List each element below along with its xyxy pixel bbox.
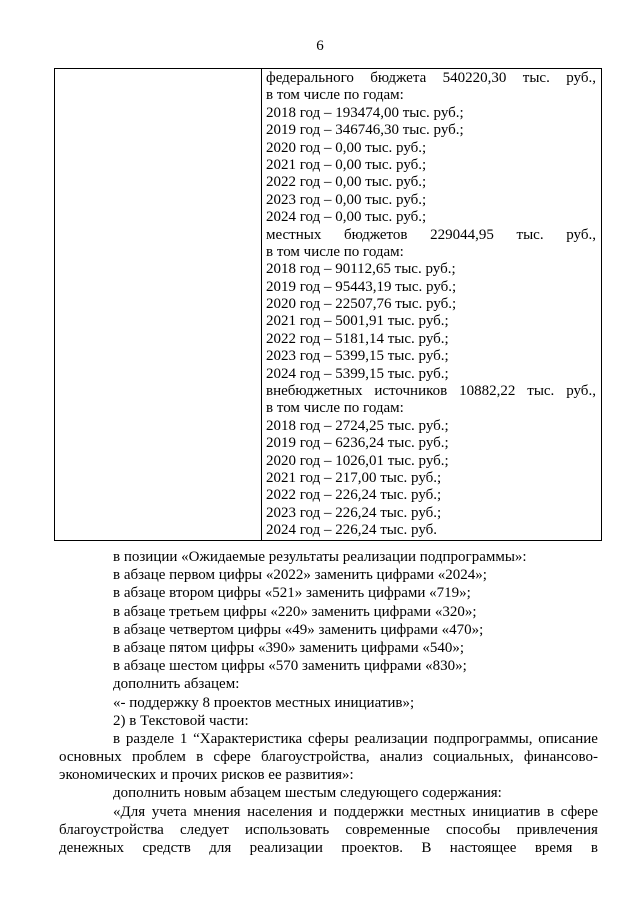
paragraph-line: в абзаце четвертом цифры «49» заменить цифрами «470»; xyxy=(113,621,484,638)
word: «Для xyxy=(113,803,146,820)
table-line: 2024 год – 0,00 тыс. руб.; xyxy=(266,209,427,226)
word: привлечения xyxy=(516,821,598,838)
table-line: 2020 год – 0,00 тыс. руб.; xyxy=(266,139,427,156)
word: и xyxy=(318,803,327,820)
word: источников xyxy=(374,383,448,400)
word: внебюджетных xyxy=(266,383,363,400)
paragraph-line xyxy=(86,803,598,821)
word: современные xyxy=(345,821,430,838)
table-right-cell xyxy=(266,70,596,540)
table-line: 2019 год – 6236,24 тыс. руб.; xyxy=(266,435,449,452)
paragraph-line xyxy=(59,839,598,857)
word: реализации xyxy=(354,730,428,747)
word: “Характеристика xyxy=(193,730,303,747)
paragraph-line: в абзаце третьем цифры «220» заменить цифрами «320»; xyxy=(113,603,477,620)
paragraph-line: «- поддержку 8 проектов местных инициатив»; xyxy=(113,694,415,711)
paragraph-line: в позиции «Ожидаемые результаты реализации подпрограммы»: xyxy=(113,549,527,565)
table-left-cell xyxy=(55,69,262,540)
table-line: 2022 год – 0,00 тыс. руб.; xyxy=(266,174,427,191)
word: сферы xyxy=(307,730,349,747)
word: инициатив xyxy=(472,803,541,820)
word: тыс. xyxy=(527,383,555,400)
word: время xyxy=(534,840,573,856)
word: благоустройства xyxy=(59,821,164,838)
table-line: 2019 год – 95443,19 тыс. руб.; xyxy=(266,278,457,295)
table-line: 2024 год – 226,24 тыс. руб. xyxy=(266,522,438,539)
page-number: 6 xyxy=(316,38,324,54)
word: для xyxy=(209,840,232,856)
paragraph-line xyxy=(59,821,598,839)
word: разделе xyxy=(125,730,175,747)
word: анализ xyxy=(379,749,423,766)
word: тыс. xyxy=(522,70,550,86)
paragraph-line: в абзаце первом цифры «2022» заменить цифрами «2024»; xyxy=(113,567,487,584)
paragraph-line: экономических и прочих рисков ее развития»: xyxy=(59,767,354,784)
table-line: 2022 год – 5181,14 тыс. руб.; xyxy=(266,330,449,347)
paragraph-line: в абзаце втором цифры «521» заменить цифрами «719»; xyxy=(113,585,471,602)
table-line: 2018 год – 2724,25 тыс. руб.; xyxy=(266,417,449,434)
word: мнения xyxy=(193,803,241,820)
table-line: в том числе по годам: xyxy=(266,243,404,260)
table-line: 2024 год – 5399,15 тыс. руб.; xyxy=(266,365,449,382)
table-line xyxy=(266,383,596,400)
word: 540220,30 xyxy=(442,70,507,86)
table-line: 2018 год – 193474,00 тыс. руб.; xyxy=(266,104,464,121)
table-line: 2021 год – 0,00 тыс. руб.; xyxy=(266,156,427,173)
paragraph-line: дополнить абзацем: xyxy=(113,676,240,693)
word: настоящее xyxy=(449,840,517,856)
paragraph-line: в абзаце пятом цифры «390» заменить цифрами «540»; xyxy=(113,639,465,656)
word: руб., xyxy=(566,383,596,400)
word: местных xyxy=(410,803,466,820)
word: сфере xyxy=(560,803,598,820)
table-line: 2018 год – 90112,65 тыс. руб.; xyxy=(266,261,456,278)
word: руб., xyxy=(566,226,596,243)
paragraph-line: 2) в Текстовой части: xyxy=(113,712,249,729)
word: следует xyxy=(180,821,229,838)
table-line: 2020 год – 1026,01 тыс. руб.; xyxy=(266,452,449,469)
word: финансово- xyxy=(523,749,598,766)
word: основных xyxy=(59,749,122,766)
table-line xyxy=(266,227,596,244)
word: описание xyxy=(538,730,598,747)
table-line: 2023 год – 5399,15 тыс. руб.; xyxy=(266,348,449,365)
word: сфере xyxy=(213,749,251,766)
word: тыс. xyxy=(516,226,544,243)
table-line: 2023 год – 226,24 тыс. руб.; xyxy=(266,504,442,521)
word: учета xyxy=(151,803,187,820)
word: поддержки xyxy=(333,803,404,820)
table-line: 2019 год – 346746,30 тыс. руб.; xyxy=(266,122,464,139)
word: населения xyxy=(247,803,313,820)
table-line xyxy=(266,70,596,87)
table-line: 2020 год – 22507,76 тыс. руб.; xyxy=(266,296,457,313)
paragraph-line xyxy=(86,730,598,748)
body-text xyxy=(59,548,598,857)
word: денежных xyxy=(59,840,124,856)
word: 1 xyxy=(179,730,188,747)
word: использовать xyxy=(244,821,330,838)
word: в xyxy=(113,730,121,747)
word: в xyxy=(590,840,598,856)
word: бюджетов xyxy=(344,226,408,243)
word: местных xyxy=(266,226,322,243)
word: проектов. xyxy=(341,840,403,856)
table-line: 2021 год – 5001,91 тыс. руб.; xyxy=(266,313,449,330)
word: проблем xyxy=(131,749,186,766)
paragraph-line: дополнить новым абзацем шестым следующего содержания: xyxy=(113,785,502,802)
table-line: 2023 год – 0,00 тыс. руб.; xyxy=(266,191,427,208)
word: благоустройства, xyxy=(261,749,370,766)
word: 10882,22 xyxy=(459,383,516,400)
word: реализации xyxy=(249,840,323,856)
word: федерального xyxy=(266,70,354,86)
word: В xyxy=(421,840,432,856)
word: бюджета xyxy=(370,70,427,86)
funding-table xyxy=(54,68,602,541)
word: 229044,95 xyxy=(430,226,494,243)
table-line: 2021 год – 217,00 тыс. руб.; xyxy=(266,469,442,486)
table-line: в том числе по годам: xyxy=(266,87,404,104)
word: подпрограммы, xyxy=(433,730,533,747)
table-line: 2022 год – 226,24 тыс. руб.; xyxy=(266,487,442,504)
paragraph-line xyxy=(59,748,598,766)
table-line: в том числе по годам: xyxy=(266,400,404,417)
word: социальных, xyxy=(432,749,514,766)
word: руб., xyxy=(566,70,596,86)
word: в xyxy=(546,803,555,820)
word: в xyxy=(196,749,204,766)
word: способы xyxy=(445,821,501,838)
word: средств xyxy=(142,840,191,856)
paragraph-line: в абзаце шестом цифры «570 заменить цифрами «830»; xyxy=(113,658,467,675)
